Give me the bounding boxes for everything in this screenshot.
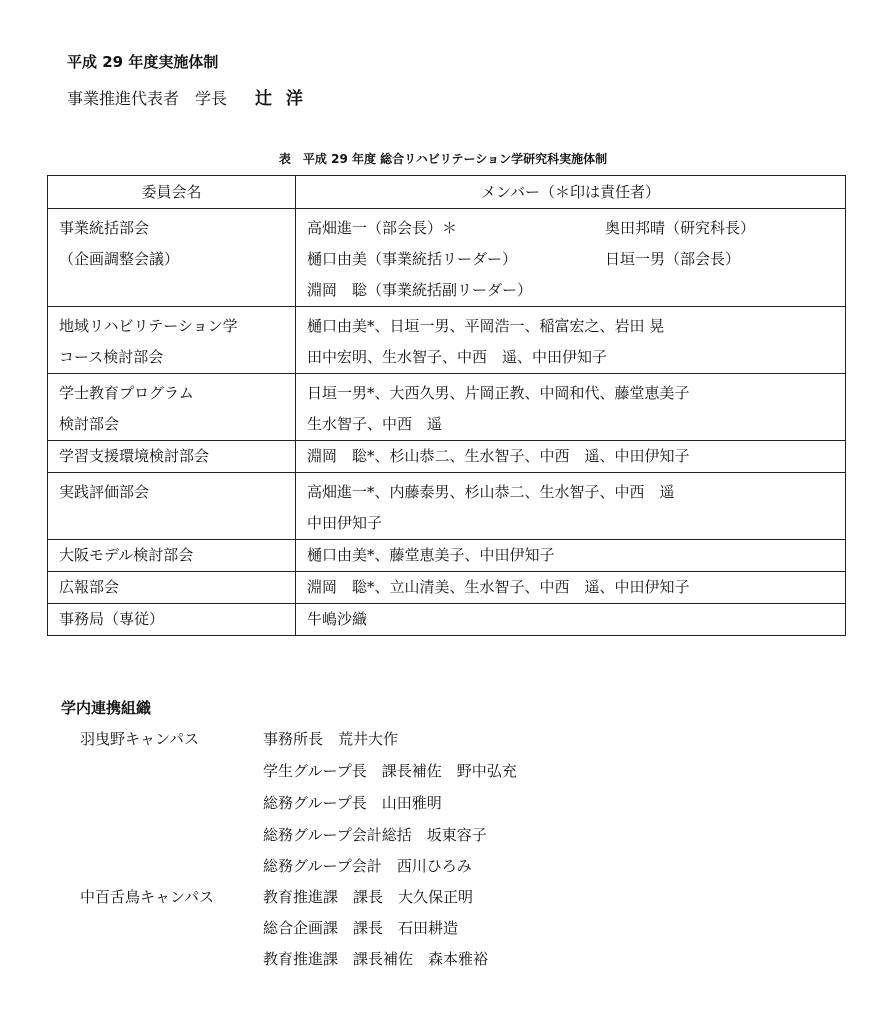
committee-name: 地域リハビリテーション学 [59, 317, 238, 335]
committee-cell [48, 572, 296, 604]
committee-name: 事業統括部会 [59, 219, 150, 237]
staff-entry: 教育推進課 課長補佐 森本雅裕 [263, 950, 489, 968]
table-row [48, 374, 846, 441]
member-line: 淵岡 聡*、杉山恭二、生水智子、中西 遥、中田伊知子 [307, 447, 690, 465]
member-entry: 高畑進一（部会長）＊ [307, 219, 458, 237]
staff-entry: 総務グループ会計 西川ひろみ [263, 857, 472, 875]
member-line: 淵岡 聡（事業統括副リーダー） [307, 281, 533, 299]
table-row [48, 540, 846, 572]
committee-cell [48, 604, 296, 636]
member-line: 高畑進一*、内藤泰男、杉山恭二、生水智子、中西 遥 [307, 483, 675, 501]
campus-name: 羽曳野キャンパス [80, 730, 199, 748]
committee-name: 大阪モデル検討部会 [59, 546, 194, 564]
member-line: 牛嶋沙織 [307, 610, 368, 628]
committee-name: 実践評価部会 [59, 483, 150, 501]
member-line: 淵岡 聡*、立山清美、生水智子、中西 遥、中田伊知子 [307, 578, 690, 596]
members-table [47, 175, 846, 636]
committee-name: 広報部会 [59, 578, 120, 596]
staff-entry: 総合企画課 課長 石田耕造 [263, 919, 459, 937]
committee-cell [48, 441, 296, 473]
staff-entry: 総務グループ長 山田雅明 [263, 794, 442, 812]
member-line: 田中宏明、生水智子、中西 遥、中田伊知子 [307, 348, 608, 366]
staff-entry: 教育推進課 課長 大久保正明 [263, 888, 474, 906]
representative-label: 事業推進代表者 学長 [67, 89, 228, 108]
members-cell [296, 307, 846, 374]
staff-entry: 事務所長 荒井大作 [263, 730, 399, 748]
members-cell [296, 209, 846, 307]
committee-name-sub: コース検討部会 [59, 348, 164, 366]
member-line [307, 213, 845, 244]
table-row [48, 604, 846, 636]
members-cell [296, 441, 846, 473]
committee-name: 事務局（専従） [59, 610, 165, 628]
table-caption: 表 平成 29 年度 総合リハビリテーション学研究科実施体制 [278, 152, 608, 166]
table-row [48, 441, 846, 473]
representative-line [67, 84, 307, 109]
committee-cell [48, 473, 296, 540]
member-line: 生水智子、中西 遥 [307, 415, 443, 433]
member-line: 中田伊知子 [307, 514, 383, 532]
table-row [48, 307, 846, 374]
table-row [48, 572, 846, 604]
liaison-section-title: 学内連携組織 [61, 699, 152, 717]
member-entry: 日垣一男（部会長） [605, 250, 741, 268]
staff-entry: 総務グループ会計総括 坂東容子 [263, 826, 487, 844]
member-entry: 奥田邦晴（研究科長） [605, 219, 756, 237]
member-line: 樋口由美*、日垣一男、平岡浩一、稲富宏之、岩田 晃 [307, 317, 665, 335]
committee-cell [48, 374, 296, 441]
table-row [48, 209, 846, 307]
member-line: 日垣一男*、大西久男、片岡正教、中岡和代、藤堂恵美子 [307, 384, 690, 402]
committee-name: 学士教育プログラム [59, 384, 194, 402]
members-cell [296, 572, 846, 604]
column-header-committee: 委員会名 [48, 176, 296, 209]
members-cell [296, 374, 846, 441]
campus-name: 中百舌鳥キャンパス [80, 888, 214, 906]
table-row [48, 473, 846, 540]
committee-name: 学習支援環境検討部会 [59, 447, 210, 465]
representative-name: 辻 洋 [255, 89, 307, 109]
column-header-members: メンバー（＊印は責任者） [296, 176, 846, 209]
members-cell [296, 473, 846, 540]
member-line [307, 244, 845, 275]
committee-name-sub: 検討部会 [59, 415, 120, 433]
members-cell [296, 540, 846, 572]
staff-entry: 学生グループ長 課長補佐 野中弘充 [263, 762, 517, 780]
table-header-row [48, 176, 846, 209]
members-cell [296, 604, 846, 636]
committee-cell [48, 307, 296, 374]
page-title: 平成 29 年度実施体制 [67, 53, 219, 71]
committee-cell [48, 209, 296, 307]
committee-cell [48, 540, 296, 572]
committee-name-sub: （企画調整会議） [59, 250, 180, 268]
member-line: 樋口由美*、藤堂恵美子、中田伊知子 [307, 546, 555, 564]
member-entry: 樋口由美（事業統括リーダー） [307, 250, 518, 268]
